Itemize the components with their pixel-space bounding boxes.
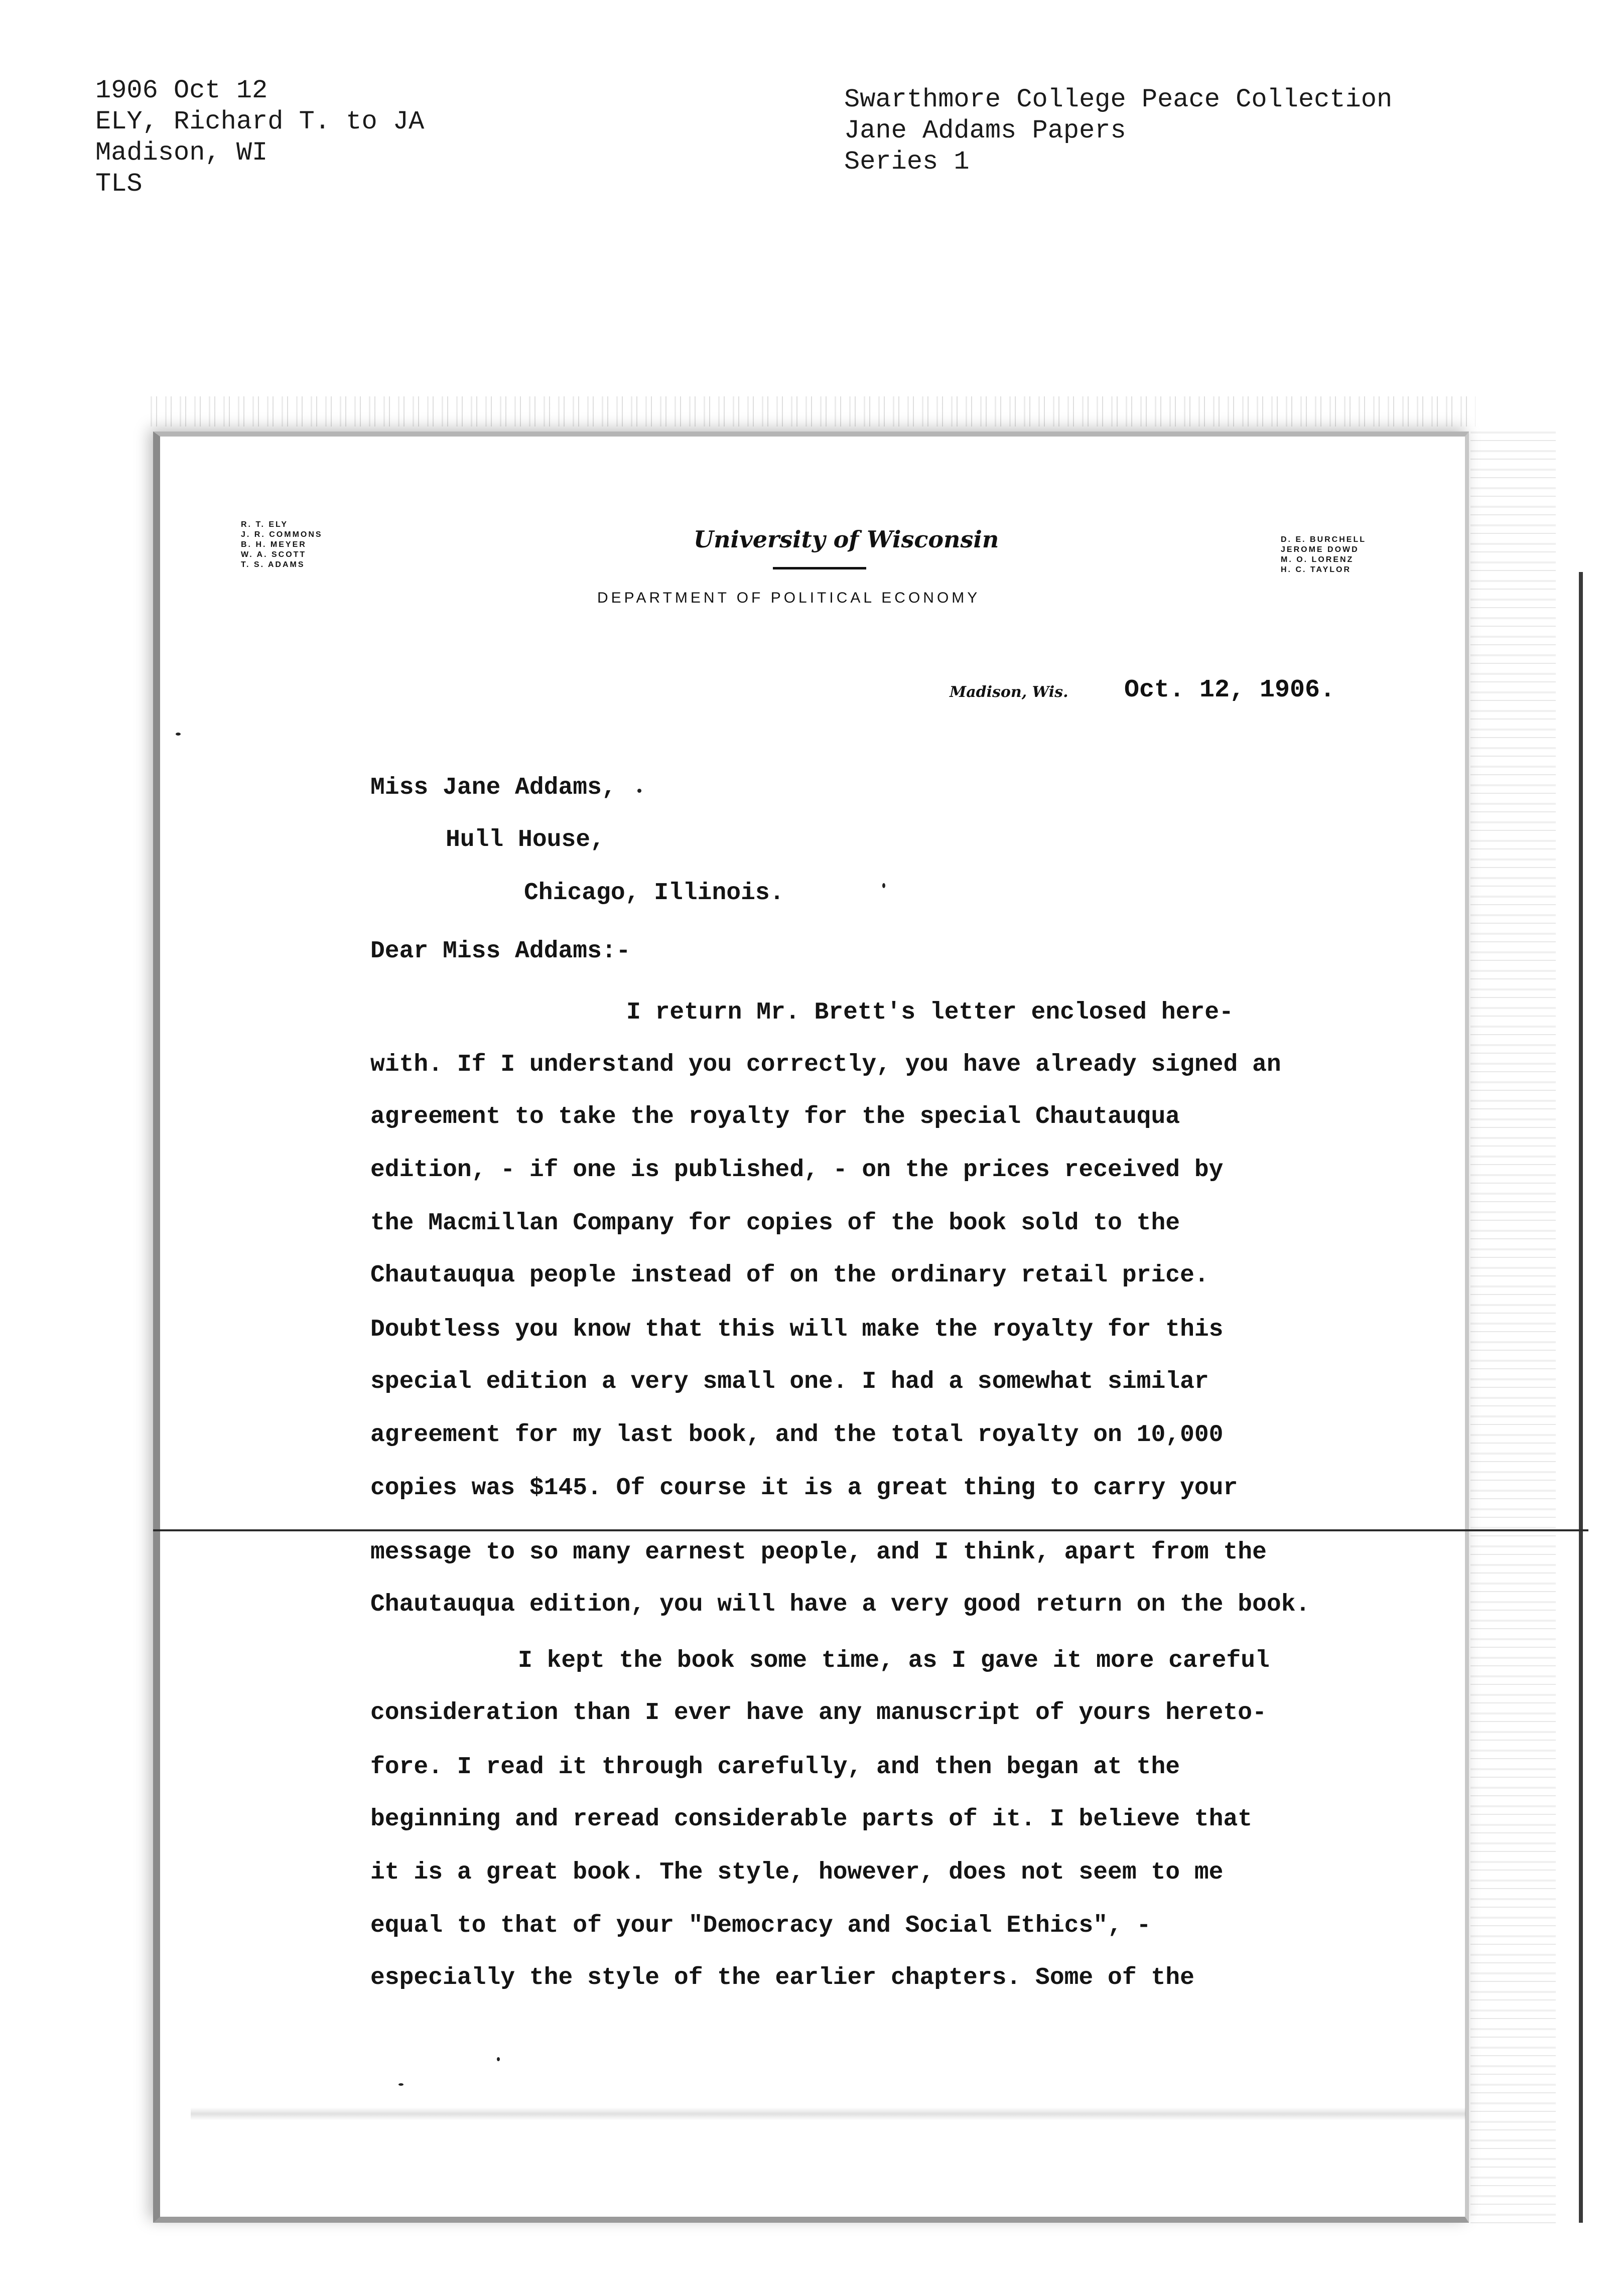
body-line: I kept the book some time, as I gave it more careful bbox=[518, 1647, 1270, 1674]
address-line: Hull House, bbox=[446, 826, 605, 853]
body-line: Chautauqua people instead of on the ordinary retail price. bbox=[370, 1262, 1209, 1289]
scan-mark bbox=[882, 883, 885, 888]
scan-noise-right bbox=[1470, 432, 1556, 2228]
body-line: I return Mr. Brett's letter enclosed here- bbox=[626, 999, 1234, 1026]
body-line: the Macmillan Company for copies of the book sold to the bbox=[370, 1210, 1180, 1237]
scan-mark bbox=[497, 2057, 500, 2061]
address-line: Chicago, Illinois. bbox=[524, 880, 784, 907]
scan-mark bbox=[398, 2083, 404, 2086]
letterhead-title: University of Wisconsin bbox=[694, 526, 999, 553]
body-line: fore. I read it through carefully, and then began at the bbox=[370, 1754, 1180, 1781]
dateline-date: Oct. 12, 1906. bbox=[1124, 676, 1335, 704]
body-line: especially the style of the earlier chapters. Some of the bbox=[370, 1964, 1194, 1991]
address-line: Miss Jane Addams, bbox=[370, 774, 616, 801]
body-line: agreement to take the royalty for the special Chautauqua bbox=[370, 1103, 1180, 1130]
body-line: message to so many earnest people, and I think, apart from the bbox=[370, 1539, 1267, 1566]
body-line: consideration than I ever have any manuscript of yours hereto- bbox=[370, 1699, 1267, 1727]
faculty-name: D. E. BURCHELL bbox=[1281, 535, 1366, 544]
body-line: copies was $145. Of course it is a great thing to carry your bbox=[370, 1475, 1238, 1502]
bottom-shadow bbox=[191, 2107, 1465, 2120]
faculty-name: JEROME DOWD bbox=[1281, 545, 1359, 554]
faculty-list-left bbox=[241, 520, 323, 570]
body-line: special edition a very small one. I had a somewhat similar bbox=[370, 1368, 1209, 1395]
body-line: beginning and reread considerable parts of it. I believe that bbox=[370, 1806, 1253, 1833]
collection-label: Swarthmore College Peace Collection Jane Addams Papers Series 1 bbox=[844, 85, 1393, 177]
body-line: Chautauqua edition, you will have a very good return on the book. bbox=[370, 1591, 1310, 1618]
letterhead-rule bbox=[773, 567, 866, 569]
letterhead-department: DEPARTMENT OF POLITICAL ECONOMY bbox=[597, 590, 981, 606]
body-line: Doubtless you know that this will make the royalty for this bbox=[370, 1316, 1224, 1343]
faculty-name: R. T. ELY bbox=[241, 520, 288, 529]
page-edge-line bbox=[1579, 572, 1583, 2223]
body-line: it is a great book. The style, however, does not seem to me bbox=[370, 1859, 1224, 1886]
body-line: equal to that of your "Democracy and Social Ethics", - bbox=[370, 1912, 1151, 1939]
faculty-name: M. O. LORENZ bbox=[1281, 555, 1354, 564]
archive-catalog-label: 1906 Oct 12 ELY, Richard T. to JA Madison, WI TLS bbox=[95, 76, 425, 199]
scan-mark bbox=[637, 789, 641, 793]
faculty-list-right bbox=[1281, 535, 1366, 575]
dateline-place: Madison, Wis. bbox=[950, 683, 1068, 701]
faculty-name: T. S. ADAMS bbox=[241, 560, 305, 569]
faculty-name: J. R. COMMONS bbox=[241, 530, 323, 539]
body-line: with. If I understand you correctly, you have already signed an bbox=[370, 1051, 1281, 1078]
scan-mark bbox=[176, 733, 181, 736]
salutation: Dear Miss Addams:- bbox=[370, 938, 631, 965]
scan-noise-top bbox=[151, 396, 1475, 426]
faculty-name: B. H. MEYER bbox=[241, 540, 307, 549]
body-line: agreement for my last book, and the total royalty on 10,000 bbox=[370, 1421, 1224, 1449]
body-line: edition, - if one is published, - on the prices received by bbox=[370, 1157, 1224, 1184]
faculty-name: W. A. SCOTT bbox=[241, 550, 307, 559]
faculty-name: H. C. TAYLOR bbox=[1281, 565, 1352, 574]
fold-line bbox=[153, 1529, 1588, 1531]
